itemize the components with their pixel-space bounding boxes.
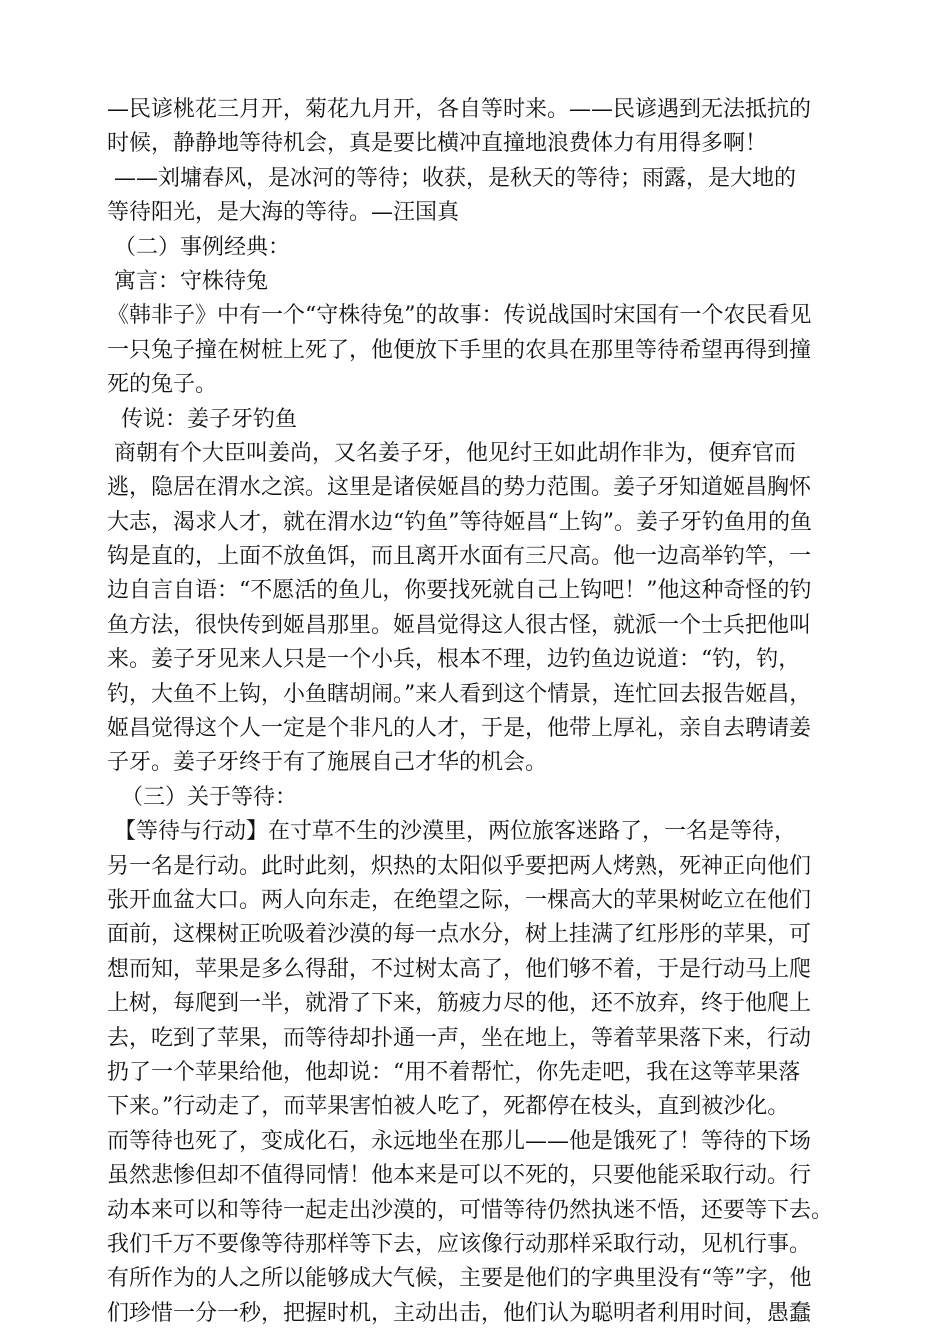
- text-line: 《韩非子》中有一个“守株待兔”的故事：传说战国时宋国有一个农民看见: [107, 303, 812, 329]
- text-line: 来。姜子牙见来人只是一个小兵，根本不理，边钓鱼边说道：“钓，钓，: [107, 647, 801, 673]
- text-line: 去，吃到了苹果，而等待却扑通一声，坐在地上，等着苹果落下来，行动: [107, 1025, 812, 1051]
- text-line: 子牙。姜子牙终于有了施展自己才华的机会。: [107, 750, 548, 776]
- text-line: 逃，隐居在渭水之滨。这里是诸侯姬昌的势力范围。姜子牙知道姬昌胸怀: [107, 475, 812, 501]
- text-line: 一只兔子撞在树桩上死了，他便放下手里的农具在那里等待希望再得到撞: [107, 337, 812, 363]
- text-line: 下来。”行动走了，而苹果害怕被人吃了，死都停在枝头，直到被沙化。: [107, 1094, 790, 1120]
- text-line: 想而知，苹果是多么得甜，不过树太高了，他们够不着，于是行动马上爬: [107, 956, 812, 982]
- text-line: 姬昌觉得这个人一定是个非凡的人才，于是，他带上厚礼，亲自去聘请姜: [107, 716, 812, 742]
- text-line: ——刘墉春风，是冰河的等待；收获，是秋天的等待；雨露，是大地的: [107, 165, 796, 191]
- text-line: 时候，静静地等待机会，真是要比横冲直撞地浪费体力有用得多啊！: [107, 131, 768, 157]
- subheading-fable: 寓言：守株待兔: [107, 268, 268, 294]
- text-line: 们珍惜一分一秒，把握时机，主动出击，他们认为聪明者利用时间，愚蠢: [107, 1300, 812, 1326]
- text-line: 钩是直的，上面不放鱼饵，而且离开水面有三尺高。他一边高举钓竿，一: [107, 544, 812, 570]
- subheading-legend: 传说：姜子牙钓鱼: [107, 406, 297, 432]
- text-line: —民谚桃花三月开，菊花九月开，各自等时来。——民谚遇到无法抵抗的: [107, 97, 812, 122]
- text-line: 大志，渴求人才，就在渭水边“钓鱼”等待姬昌“上钩”。姜子牙钓鱼用的鱼: [107, 509, 812, 535]
- text-line: 死的兔子。: [107, 372, 218, 398]
- document-text: [107, 93, 867, 1331]
- text-line: 边自言自语：“不愿活的鱼儿，你要找死就自己上钩吧！”他这种奇怪的钓: [107, 578, 812, 604]
- section-heading-about-waiting: （三）关于等待：: [107, 784, 297, 810]
- text-line: 面前，这棵树正吮吸着沙漠的每一点水分，树上挂满了红彤彤的苹果，可: [107, 922, 812, 948]
- text-line: 另一名是行动。此时此刻，炽热的太阳似乎要把两人烤熟，死神正向他们: [107, 853, 812, 879]
- text-line: 鱼方法，很快传到姬昌那里。姬昌觉得这人很古怪，就派一个士兵把他叫: [107, 612, 812, 638]
- text-line: 商朝有个大臣叫姜尚，又名姜子牙，他见纣王如此胡作非为，便弃官而: [107, 440, 796, 466]
- text-line: 扔了一个苹果给他，他却说：“用不着帮忙，你先走吧，我在这等苹果落: [107, 1059, 801, 1085]
- text-line: 【等待与行动】在寸草不生的沙漠里，两位旅客迷路了，一名是等待，: [107, 819, 796, 845]
- text-line: 虽然悲惨但却不值得同情！他本来是可以不死的，只要他能采取行动。行: [107, 1163, 812, 1189]
- text-line: 张开血盆大口。两人向东走，在绝望之际，一棵高大的苹果树屹立在他们: [107, 887, 812, 913]
- text-line: 动本来可以和等待一起走出沙漠的，可惜等待仍然执迷不悟，还要等下去。: [107, 1197, 834, 1223]
- text-line: 等待阳光，是大海的等待。—汪国真: [107, 200, 460, 226]
- section-heading-examples: （二）事例经典：: [107, 234, 290, 260]
- text-line: 我们千万不要像等待那样等下去，应该像行动那样采取行动，见机行事。: [107, 1231, 812, 1257]
- text-line: 钓，大鱼不上钩，小鱼瞎胡闹。”来人看到这个情景，连忙回去报告姬昌，: [107, 681, 812, 707]
- text-line: 上树，每爬到一半，就滑了下来，筋疲力尽的他，还不放弃，终于他爬上: [107, 991, 812, 1017]
- text-line: 而等待也死了，变成化石，永远地坐在那儿——他是饿死了！等待的下场: [107, 1128, 812, 1154]
- text-line: 有所作为的人之所以能够成大气候，主要是他们的字典里没有“等”字，他: [107, 1266, 812, 1292]
